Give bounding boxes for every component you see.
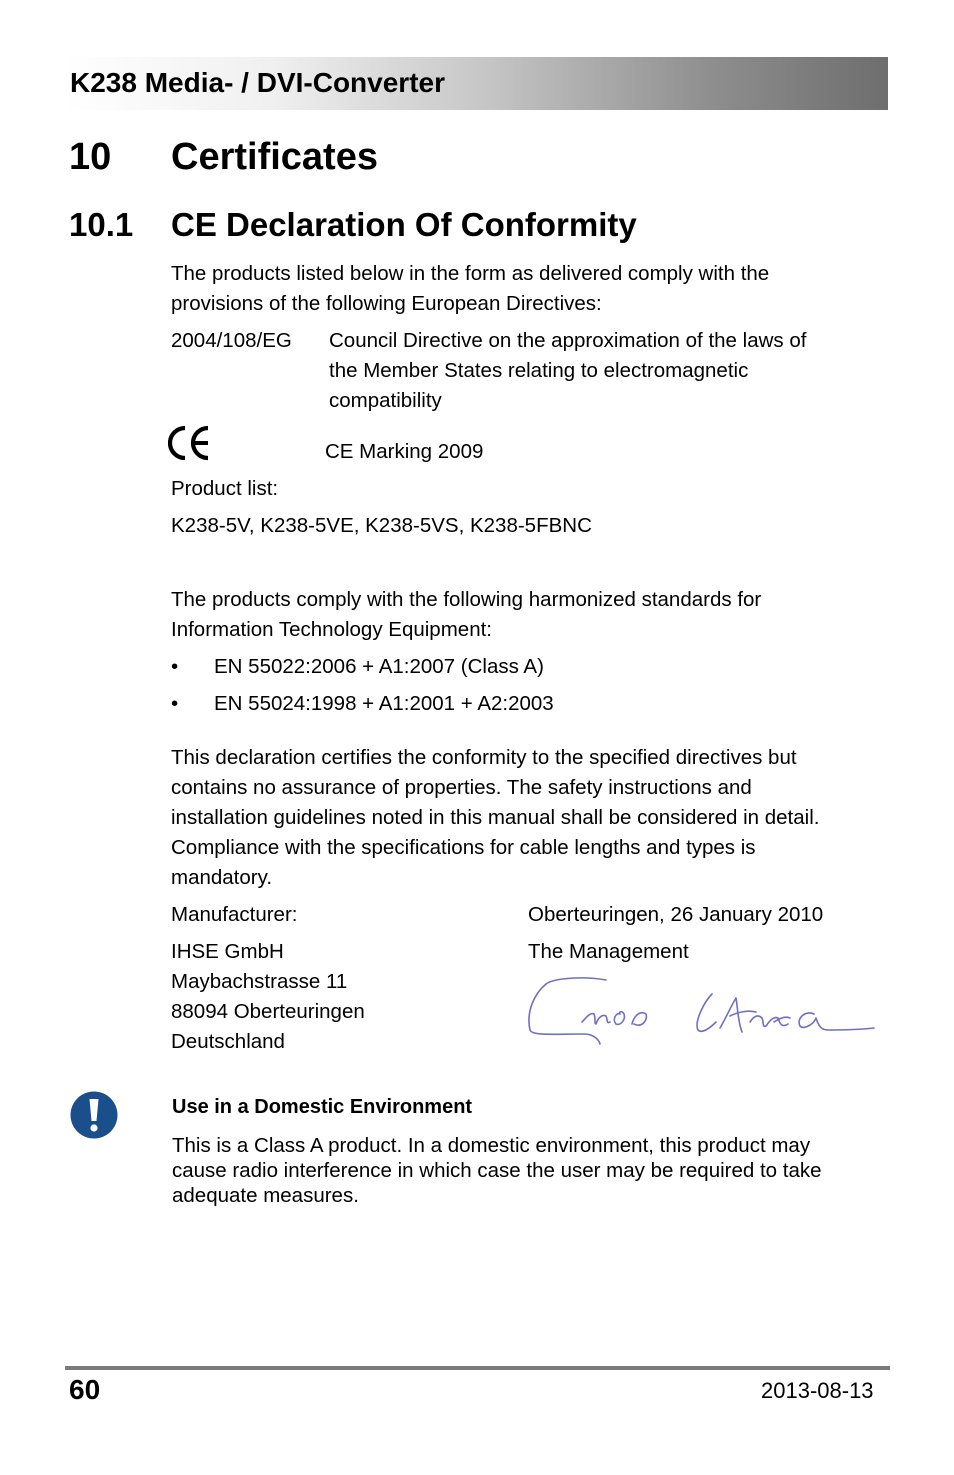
- declaration-line: This declaration certifies the conformity to the specified directives but: [171, 746, 797, 769]
- standards-intro: [171, 585, 761, 645]
- document-title: K238 Media- / DVI-Converter: [70, 67, 445, 98]
- chapter-number: 10: [69, 136, 112, 178]
- footer-divider: [65, 1366, 890, 1370]
- chapter-title: Certificates: [171, 136, 378, 178]
- intro-line: provisions of the following European Directives:: [171, 292, 602, 315]
- manufacturer-label: Manufacturer:: [171, 903, 298, 926]
- ce-mark-icon: [168, 424, 212, 462]
- header-bar: [65, 57, 888, 110]
- section-title: CE Declaration Of Conformity: [171, 206, 637, 243]
- address-line: Deutschland: [171, 1030, 285, 1053]
- standards-intro-line: The products comply with the following harmonized standards for: [171, 588, 762, 611]
- directive-line: the Member States relating to electromagnetic: [329, 359, 749, 382]
- standard-item: EN 55024:1998 + A1:2001 + A2:2003: [214, 692, 554, 715]
- bullet-marker: •: [171, 692, 179, 715]
- intro-paragraph: [171, 259, 769, 319]
- declaration-line: installation guidelines noted in this manual shall be considered in detail.: [171, 806, 820, 829]
- exclamation-icon: [70, 1091, 118, 1139]
- management-label: The Management: [528, 940, 689, 963]
- page-number: 60: [69, 1374, 101, 1405]
- signature-image: [524, 972, 876, 1052]
- address-line: Maybachstrasse 11: [171, 970, 348, 993]
- notice-line: This is a Class A product. In a domestic environment, this product may: [172, 1134, 811, 1157]
- standards-intro-line: Information Technology Equipment:: [171, 618, 492, 641]
- address-line: IHSE GmbH: [171, 940, 284, 963]
- product-list-items: K238-5V, K238-5VE, K238-5VS, K238-5FBNC: [171, 514, 592, 537]
- bullet-marker: •: [171, 655, 179, 678]
- notice-text: [172, 1133, 822, 1208]
- declaration-line: Compliance with the specifications for cable lengths and types is: [171, 836, 756, 859]
- intro-line: The products listed below in the form as delivered comply with the: [171, 262, 770, 285]
- declaration-line: contains no assurance of properties. The safety instructions and: [171, 776, 752, 799]
- place-date: Oberteuringen, 26 January 2010: [528, 903, 824, 926]
- declaration-paragraph: [171, 743, 819, 893]
- directive-line: compatibility: [329, 389, 442, 412]
- directive-line: Council Directive on the approximation of the laws of: [329, 329, 807, 352]
- directive-description: [329, 326, 806, 416]
- notice-line: adequate measures.: [172, 1184, 359, 1207]
- section-number: 10.1: [69, 206, 134, 243]
- standard-item: EN 55022:2006 + A1:2007 (Class A): [214, 655, 544, 678]
- directive-code: 2004/108/EG: [171, 329, 292, 352]
- declaration-line: mandatory.: [171, 866, 273, 889]
- ce-marking-label: CE Marking 2009: [325, 440, 484, 463]
- footer-date: 2013-08-13: [761, 1378, 874, 1403]
- product-list-label: Product list:: [171, 477, 279, 500]
- notice-line: cause radio interference in which case the user may be required to take: [172, 1159, 822, 1182]
- manufacturer-address: [171, 937, 365, 1057]
- address-line: 88094 Oberteuringen: [171, 1000, 365, 1023]
- notice-title: Use in a Domestic Environment: [172, 1096, 473, 1118]
